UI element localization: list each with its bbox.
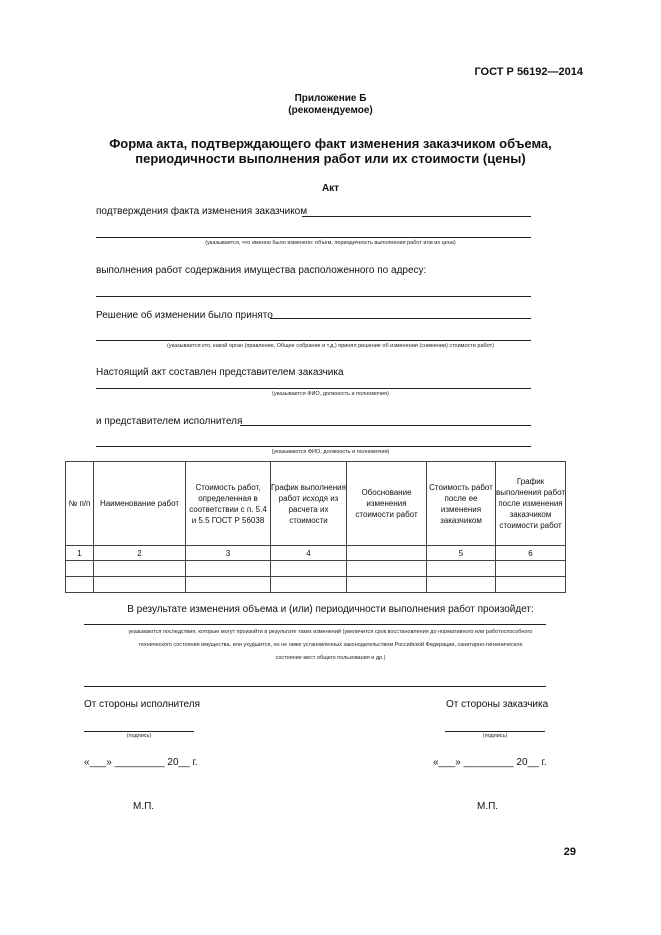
confirm-field-2[interactable] [96,237,531,238]
header-cost: Стоимость работ, определенная в соответствии с п. 5.4 и 5.5 ГОСТ Р 56038 [186,462,271,546]
result-field-2[interactable] [84,686,546,687]
confirm-field[interactable] [302,216,531,217]
table-cell[interactable] [496,561,566,577]
contractor-side-label: От стороны исполнителя [84,699,201,710]
table-cell[interactable] [347,561,427,577]
column-number-6: 6 [496,546,566,561]
confirm-hint: (указывается, что именно было изменено: объем, периодичность выполнения работ или их цена) [205,240,456,246]
header-work-name: Наименование работ [94,462,186,546]
standard-number: ГОСТ Р 56192—2014 [474,66,583,78]
header-schedule: График выполнения работ исходя из расчета их стоимости [271,462,347,546]
contractor-stamp: М.П. [133,801,155,812]
column-number-5: 5 [427,546,496,561]
customer-rep-label: Настоящий акт составлен представителем заказчика [96,367,344,378]
column-number-blank [347,546,427,561]
result-hint-line1: указываются последствия, которые могут произойти в результате таких изменений (увеличится срок восстановления до нормативного или работоспособного [128,629,533,635]
column-number-3: 3 [186,546,271,561]
column-number-1: 1 [66,546,94,561]
contractor-rep-label: и представителем исполнителя [96,416,243,427]
decision-field-2[interactable] [96,340,531,341]
appendix-subtitle: (рекомендуемое) [288,105,373,116]
customer-signature-hint: (подпись) [482,733,508,739]
table-cell[interactable] [271,561,347,577]
contractor-rep-field-2[interactable] [96,446,531,447]
contractor-signature-hint: (подпись) [126,733,152,739]
table-cell[interactable] [496,577,566,593]
header-justification: Обоснование изменения стоимости работ [347,462,427,546]
page-number: 29 [563,846,576,858]
contractor-rep-field[interactable] [240,425,531,426]
contractor-signature-field[interactable] [84,731,194,732]
confirm-label: подтверждения факта изменения заказчиком [96,206,308,217]
decision-field[interactable] [270,318,531,319]
header-number: № п/п [66,462,94,546]
address-field[interactable] [96,296,531,297]
table-cell[interactable] [94,577,186,593]
table-cell[interactable] [427,577,496,593]
result-hint-line3: состояние мест общего пользования и др.) [275,655,386,661]
header-new-schedule: График выполнения работ после изменения заказчиком стоимости работ [496,462,566,546]
table-cell[interactable] [94,561,186,577]
changes-table [65,461,566,593]
table-cell[interactable] [347,577,427,593]
customer-rep-hint: (указывается ФИО, должность и полномочия) [272,391,389,397]
header-new-cost: Стоимость работ после ее изменения заказчиком [427,462,496,546]
address-label: выполнения работ содержания имущества расположенного по адресу: [96,265,427,276]
result-field[interactable] [84,624,546,625]
table-cell[interactable] [66,577,94,593]
result-label: В результате изменения объема и (или) периодичности выполнения работ произойдет: [127,604,534,615]
customer-stamp: М.П. [477,801,499,812]
table-cell[interactable] [271,577,347,593]
customer-side-label: От стороны заказчика [446,699,549,710]
column-number-4: 4 [271,546,347,561]
appendix-title: Приложение Б [294,93,367,104]
result-hint-line2: технического состояния имущества, или ухудшится, но не ниже установленных законодательством Российской Федерации, санитарно-гигиеническое [138,642,523,648]
decision-label: Решение об изменении было принято [96,310,273,321]
table-cell[interactable] [66,561,94,577]
table-cell[interactable] [427,561,496,577]
column-number-2: 2 [94,546,186,561]
form-title-line2: периодичности выполнения работ или их стоимости (цены) [135,151,526,166]
customer-signature-field[interactable] [445,731,545,732]
customer-date[interactable]: «___» _________ 20__ г. [433,757,547,768]
contractor-rep-hint: (указываются ФИО, должность и полномочия) [271,449,390,455]
decision-hint: (указывается кто, какой орган (правление, Общее собрание и т.д.) принял решение об изменении (снижении) стоимости работ) [167,343,494,349]
contractor-date[interactable]: «___» _________ 20__ г. [84,757,198,768]
table-cell[interactable] [186,577,271,593]
table-cell[interactable] [186,561,271,577]
form-title [0,136,661,166]
act-heading: Акт [321,183,340,194]
form-title-line1: Форма акта, подтверждающего факт изменения заказчиком объема, [109,136,552,151]
customer-rep-field[interactable] [96,388,531,389]
